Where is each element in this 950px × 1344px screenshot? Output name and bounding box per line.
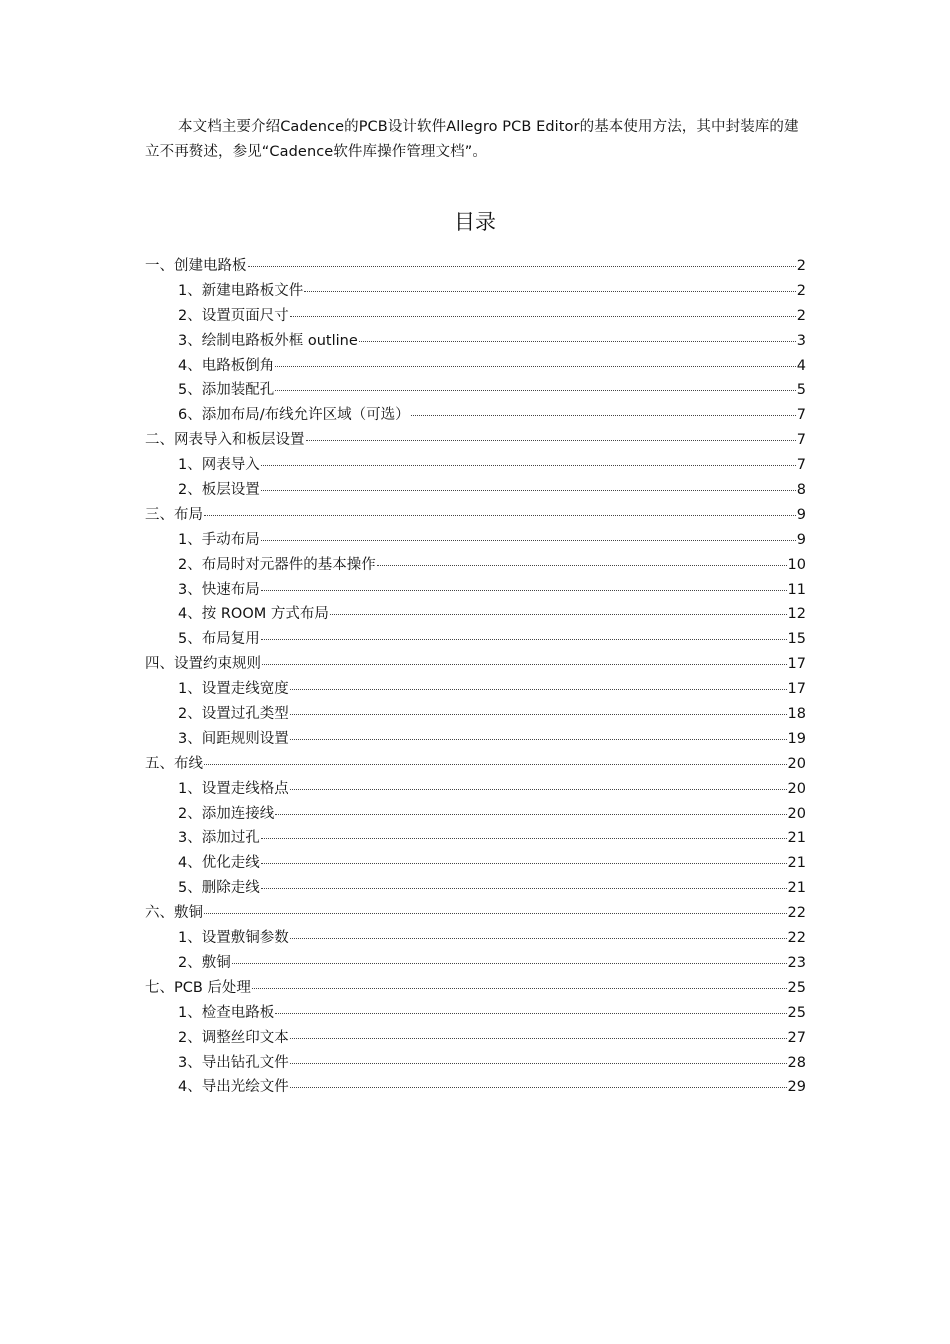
toc-section-entry[interactable] xyxy=(145,1051,806,1076)
toc-page-number: 7 xyxy=(796,457,806,474)
toc-chapter-entry[interactable] xyxy=(145,503,806,528)
toc-entry-number: 5、 xyxy=(178,880,202,897)
toc-section-entry[interactable] xyxy=(145,727,806,752)
toc-entry-title: 新建电路板文件 xyxy=(201,282,304,299)
toc-entry-number: 6、 xyxy=(178,407,202,424)
toc-entry-number: 2、 xyxy=(178,482,202,499)
toc-dot-leader xyxy=(290,689,787,690)
toc-dot-leader xyxy=(411,415,796,416)
toc-chapter-entry[interactable] xyxy=(145,901,806,926)
toc-section-entry[interactable] xyxy=(145,354,806,379)
toc-page-number: 7 xyxy=(796,432,806,449)
toc-section-entry[interactable] xyxy=(145,777,806,802)
toc-section-entry[interactable] xyxy=(145,876,806,901)
toc-page-number: 21 xyxy=(787,880,806,897)
toc-entry-number: 2、 xyxy=(178,954,202,971)
toc-entry-number: 五、 xyxy=(145,755,174,772)
toc-page-number: 3 xyxy=(796,332,806,349)
toc-entry-number: 4、 xyxy=(178,606,202,623)
toc-entry-number: 4、 xyxy=(178,1079,202,1096)
toc-entry-number: 5、 xyxy=(178,631,202,648)
toc-entry-title: 快速布局 xyxy=(201,581,260,598)
toc-entry-number: 1、 xyxy=(178,282,202,299)
toc-section-entry[interactable] xyxy=(145,553,806,578)
toc-section-entry[interactable] xyxy=(145,1075,806,1100)
toc-entry-title: 添加布局/布线允许区域（可选） xyxy=(201,407,410,424)
toc-section-entry[interactable] xyxy=(145,378,806,403)
toc-chapter-entry[interactable] xyxy=(145,428,806,453)
toc-entry-number: 七、 xyxy=(145,979,174,996)
toc-entry-title: 布局 xyxy=(174,506,203,523)
toc-entry-title: 设置页面尺寸 xyxy=(201,307,289,324)
intro-paragraph: 本文档主要介绍Cadence的PCB设计软件Allegro PCB Editor的基本使用方法，其中封装库的建立不再赘述，参见“Cadence软件库操作管理文档”。 xyxy=(145,119,799,160)
toc-entry-number: 二、 xyxy=(145,432,174,449)
toc-entry-number: 1、 xyxy=(178,681,202,698)
toc-entry-title: 按 ROOM 方式布局 xyxy=(201,606,329,623)
toc-page-number: 18 xyxy=(787,706,806,723)
toc-dot-leader xyxy=(275,390,796,391)
toc-entry-title: 删除走线 xyxy=(201,880,260,897)
toc-dot-leader xyxy=(290,316,796,317)
toc-entry-number: 3、 xyxy=(178,1054,202,1071)
toc-entry-title: 设置过孔类型 xyxy=(201,706,289,723)
toc-entry-title: 设置敷铜参数 xyxy=(201,930,289,947)
toc-page-number: 2 xyxy=(796,307,806,324)
toc-entry-number: 1、 xyxy=(178,1004,202,1021)
toc-entry-title: 间距规则设置 xyxy=(201,730,289,747)
toc-entry-title: 添加装配孔 xyxy=(201,382,275,399)
toc-chapter-entry[interactable] xyxy=(145,254,806,279)
toc-entry-number: 1、 xyxy=(178,531,202,548)
toc-dot-leader xyxy=(290,1087,787,1088)
toc-entry-title: 布局复用 xyxy=(201,631,260,648)
toc-entry-title: 布局时对元器件的基本操作 xyxy=(201,556,376,573)
toc-dot-leader xyxy=(262,664,787,665)
toc-page-number: 20 xyxy=(787,805,806,822)
toc-entry-title: 添加连接线 xyxy=(201,805,275,822)
toc-page-number: 7 xyxy=(796,407,806,424)
toc-dot-leader xyxy=(261,639,787,640)
toc-page-number: 4 xyxy=(796,357,806,374)
toc-page-number: 17 xyxy=(787,656,806,673)
toc-page-number: 11 xyxy=(787,581,806,598)
toc-dot-leader xyxy=(290,739,787,740)
toc-entry-number: 六、 xyxy=(145,905,174,922)
toc-section-entry[interactable] xyxy=(145,578,806,603)
toc-page-number: 22 xyxy=(787,930,806,947)
toc-section-entry[interactable] xyxy=(145,926,806,951)
toc-dot-leader xyxy=(275,814,786,815)
toc-entry-title: 绘制电路板外框 outline xyxy=(201,332,358,349)
toc-dot-leader xyxy=(275,366,796,367)
toc-dot-leader xyxy=(261,540,796,541)
toc-entry-title: 导出钻孔文件 xyxy=(201,1054,289,1071)
toc-dot-leader xyxy=(290,1063,787,1064)
toc-entry-number: 3、 xyxy=(178,830,202,847)
toc-section-entry[interactable] xyxy=(145,453,806,478)
toc-entry-number: 1、 xyxy=(178,930,202,947)
toc-entry-title: 板层设置 xyxy=(201,482,260,499)
toc-entry-number: 1、 xyxy=(178,457,202,474)
toc-entry-title: 设置走线宽度 xyxy=(201,681,289,698)
toc-entry-title: 设置走线格点 xyxy=(201,780,289,797)
toc-entry-title: 添加过孔 xyxy=(201,830,260,847)
toc-entry-title: 检查电路板 xyxy=(201,1004,275,1021)
toc-entry-title: 导出光绘文件 xyxy=(201,1079,289,1096)
toc-section-entry[interactable] xyxy=(145,826,806,851)
toc-entry-title: 布线 xyxy=(174,755,203,772)
toc-title: 目录 xyxy=(454,210,496,234)
toc-section-entry[interactable] xyxy=(145,329,806,354)
toc-section-entry[interactable] xyxy=(145,702,806,727)
toc-dot-leader xyxy=(204,764,787,765)
table-of-contents xyxy=(145,254,806,1100)
toc-dot-leader xyxy=(304,291,796,292)
toc-entry-number: 4、 xyxy=(178,357,202,374)
toc-section-entry[interactable] xyxy=(145,851,806,876)
toc-entry-number: 三、 xyxy=(145,506,174,523)
toc-chapter-entry[interactable] xyxy=(145,976,806,1001)
toc-page-number: 20 xyxy=(787,755,806,772)
toc-chapter-entry[interactable] xyxy=(145,652,806,677)
toc-entry-number: 2、 xyxy=(178,805,202,822)
toc-page-number: 10 xyxy=(787,556,806,573)
toc-entry-number: 3、 xyxy=(178,332,202,349)
toc-dot-leader xyxy=(261,863,787,864)
toc-section-entry[interactable] xyxy=(145,478,806,503)
toc-dot-leader xyxy=(261,838,787,839)
toc-page-number: 17 xyxy=(787,681,806,698)
toc-page-number: 25 xyxy=(787,1004,806,1021)
toc-entry-title: 网表导入和板层设置 xyxy=(174,432,305,449)
toc-page-number: 21 xyxy=(787,830,806,847)
toc-page-number: 20 xyxy=(787,780,806,797)
toc-dot-leader xyxy=(290,714,787,715)
toc-page-number: 2 xyxy=(796,258,806,274)
toc-entry-title: 敷铜 xyxy=(174,905,203,922)
toc-entry-title: PCB 后处理 xyxy=(174,979,251,996)
toc-section-entry[interactable] xyxy=(145,677,806,702)
toc-page-number: 12 xyxy=(787,606,806,623)
toc-entry-number: 2、 xyxy=(178,556,202,573)
toc-page-number: 28 xyxy=(787,1054,806,1071)
toc-entry-number: 3、 xyxy=(178,581,202,598)
toc-entry-number: 5、 xyxy=(178,382,202,399)
toc-page-number: 2 xyxy=(796,282,806,299)
toc-entry-title: 调整丝印文本 xyxy=(201,1029,289,1046)
toc-dot-leader xyxy=(248,266,796,267)
toc-entry-number: 3、 xyxy=(178,730,202,747)
toc-page-number: 25 xyxy=(787,979,806,996)
toc-entry-number: 四、 xyxy=(145,656,174,673)
toc-dot-leader xyxy=(204,913,787,914)
toc-page-number: 23 xyxy=(787,954,806,971)
toc-dot-leader xyxy=(261,888,787,889)
toc-chapter-entry[interactable] xyxy=(145,752,806,777)
toc-dot-leader xyxy=(261,590,787,591)
toc-dot-leader xyxy=(204,515,796,516)
toc-entry-title: 创建电路板 xyxy=(174,258,247,274)
toc-section-entry[interactable] xyxy=(145,1026,806,1051)
toc-entry-number: 2、 xyxy=(178,307,202,324)
toc-entry-title: 网表导入 xyxy=(201,457,260,474)
toc-section-entry[interactable] xyxy=(145,304,806,329)
toc-dot-leader xyxy=(252,988,787,989)
toc-entry-number: 1、 xyxy=(178,780,202,797)
toc-section-entry[interactable] xyxy=(145,802,806,827)
toc-entry-title: 敷铜 xyxy=(201,954,231,971)
toc-dot-leader xyxy=(377,565,787,566)
toc-entry-title: 电路板倒角 xyxy=(201,357,275,374)
toc-dot-leader xyxy=(275,1013,786,1014)
toc-dot-leader xyxy=(306,440,796,441)
toc-section-entry[interactable] xyxy=(145,528,806,553)
toc-page-number: 19 xyxy=(787,730,806,747)
toc-dot-leader xyxy=(290,1038,787,1039)
toc-page-number: 22 xyxy=(787,905,806,922)
toc-section-entry[interactable] xyxy=(145,627,806,652)
toc-dot-leader xyxy=(290,938,787,939)
toc-entry-title: 手动布局 xyxy=(201,531,260,548)
toc-dot-leader xyxy=(261,490,796,491)
toc-entry-title: 优化走线 xyxy=(201,855,260,872)
toc-dot-leader xyxy=(359,341,796,342)
toc-section-entry[interactable] xyxy=(145,951,806,976)
toc-page-number: 9 xyxy=(796,531,806,548)
toc-page-number: 8 xyxy=(796,482,806,499)
toc-page-number: 5 xyxy=(796,382,806,399)
toc-entry-number: 2、 xyxy=(178,1029,202,1046)
toc-page-number: 29 xyxy=(787,1079,806,1096)
toc-page-number: 15 xyxy=(787,631,806,648)
toc-section-entry[interactable] xyxy=(145,1001,806,1026)
toc-page-number: 21 xyxy=(787,855,806,872)
toc-page-number: 9 xyxy=(796,506,806,523)
toc-dot-leader xyxy=(232,963,787,964)
toc-section-entry[interactable] xyxy=(145,602,806,627)
toc-entry-number: 一、 xyxy=(145,258,174,274)
toc-dot-leader xyxy=(261,465,796,466)
toc-section-entry[interactable] xyxy=(145,279,806,304)
toc-page-number: 27 xyxy=(787,1029,806,1046)
toc-entry-number: 4、 xyxy=(178,855,202,872)
toc-entry-title: 设置约束规则 xyxy=(174,656,261,673)
toc-dot-leader xyxy=(330,614,787,615)
toc-dot-leader xyxy=(290,789,787,790)
toc-entry-number: 2、 xyxy=(178,706,202,723)
toc-section-entry[interactable] xyxy=(145,403,806,428)
